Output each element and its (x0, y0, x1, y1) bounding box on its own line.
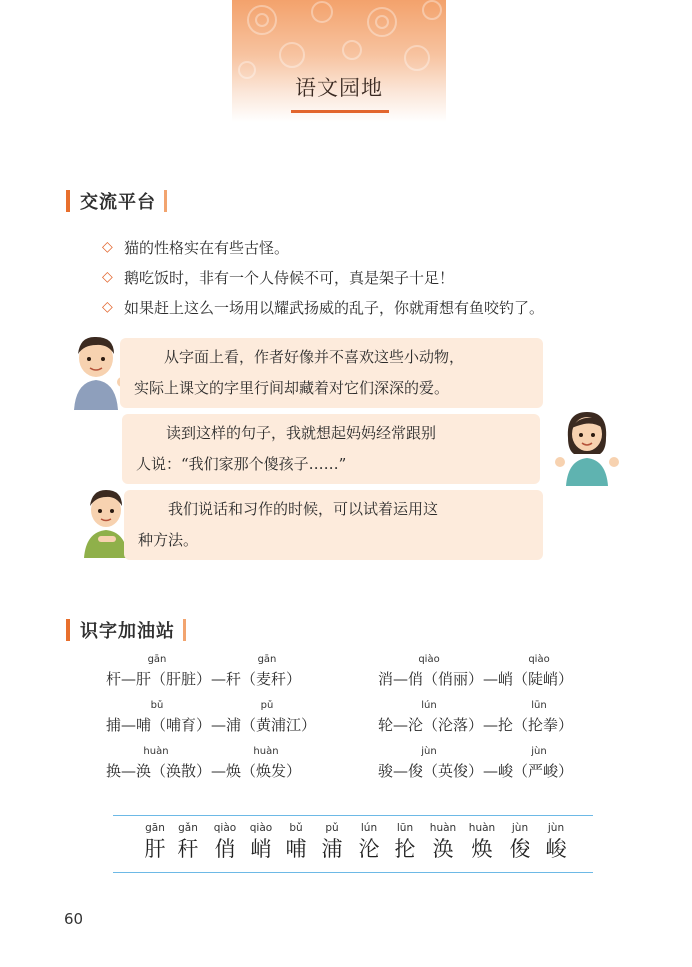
vocab-char: 俊 (509, 837, 531, 861)
vocab-char: 焕 (471, 837, 493, 861)
pinyin-label: qiào (528, 654, 550, 665)
section-heading-exchange (66, 188, 167, 214)
vocab-item (276, 822, 316, 862)
vocab-item (462, 822, 502, 862)
section-title-literacy: 识字加油站 (80, 621, 175, 642)
pinyin-label: huàn (253, 746, 279, 757)
bullet-item (102, 292, 544, 322)
vocab-char: 浦 (321, 837, 343, 861)
vocab-pinyin: qiào (249, 822, 273, 834)
heading-bar-right (183, 619, 186, 641)
literacy-row (106, 746, 626, 792)
vocab-item (385, 822, 425, 862)
pinyin-label: gān (257, 654, 277, 665)
vocab-item (500, 822, 540, 862)
literacy-row (106, 654, 626, 700)
bubble-line: 读到这样的句子，我就想起妈妈经常跟别 (136, 424, 437, 442)
vocab-item (205, 822, 245, 862)
vocab-pinyin: bǔ (289, 822, 303, 834)
vocab-char: 哺 (285, 837, 307, 861)
vocab-char: 抡 (394, 837, 416, 861)
speech-bubble (120, 338, 543, 408)
girl-avatar-icon (554, 404, 620, 486)
page-number: 60 (64, 910, 84, 928)
vocab-pinyin: pǔ (325, 822, 339, 834)
banner-pattern (232, 0, 446, 122)
vocab-pinyin: lún (360, 822, 378, 834)
vocab-item (536, 822, 576, 862)
vocab-pinyin: huàn (429, 822, 457, 834)
vocab-item (241, 822, 281, 862)
vocab-pinyin: gǎn (178, 822, 198, 834)
heading-bar-left (66, 190, 70, 212)
bubble-line: 种方法。 (138, 531, 199, 549)
vocab-pinyin: huàn (468, 822, 496, 834)
pinyin-label: lún (421, 700, 437, 711)
bubble-line: 人说：“我们家那个傻孩子……” (136, 455, 347, 473)
vocab-pinyin: qiào (213, 822, 237, 834)
pinyin-label: bǔ (150, 700, 164, 711)
vocab-pinyin: jùn (547, 822, 565, 834)
speech-bubble (124, 490, 543, 560)
boy-avatar-icon (64, 330, 128, 410)
pinyin-label: lūn (531, 700, 547, 711)
bullet-text: 猫的性格实在有些古怪。 (124, 238, 290, 257)
bubble-line: 实际上课文的字里行间却藏着对它们深深的爱。 (134, 379, 450, 397)
vocab-char: 沦 (358, 837, 380, 861)
bullet-text: 如果赶上这么一场用以耀武扬威的乱子，你就甭想有鱼咬钓了。 (124, 298, 545, 317)
vocab-item (312, 822, 352, 862)
diamond-icon: ◇ (102, 239, 113, 255)
bullet-text: 鹅吃饭时，非有一个人侍候不可，真是架子十足！ (124, 268, 455, 287)
vocab-char: 峻 (545, 837, 567, 861)
vocab-item (423, 822, 463, 862)
pinyin-label: jùn (421, 746, 437, 757)
vocab-pinyin: jùn (511, 822, 529, 834)
pinyin-label: huàn (143, 746, 169, 757)
section-heading-literacy (66, 617, 186, 643)
vocab-box (113, 815, 593, 873)
vocab-item (349, 822, 389, 862)
vocab-item (168, 822, 208, 862)
bullet-item (102, 232, 544, 262)
vocab-pinyin: lūn (396, 822, 414, 834)
section-title-exchange: 交流平台 (80, 192, 156, 213)
bubble-line: 我们说话和习作的时候，可以试着运用这 (138, 500, 439, 518)
pinyin-label: qiào (418, 654, 440, 665)
pinyin-label: gān (147, 654, 167, 665)
vocab-char: 秆 (177, 837, 199, 861)
literacy-right: 轮—沦（沦落）—抡（抡拳） (378, 716, 574, 734)
title-banner (232, 0, 446, 122)
literacy-right: 骏—俊（英俊）—峻（严峻） (378, 762, 574, 780)
bullet-list (102, 232, 544, 322)
vocab-char: 俏 (214, 837, 236, 861)
heading-bar-left (66, 619, 70, 641)
vocab-char: 峭 (250, 837, 272, 861)
diamond-icon: ◇ (102, 269, 113, 285)
bullet-item (102, 262, 544, 292)
title-underline (291, 110, 389, 113)
page-title: 语文园地 (295, 76, 383, 100)
literacy-row (106, 700, 626, 746)
literacy-right: 消—俏（俏丽）—峭（陡峭） (378, 670, 574, 688)
vocab-char: 涣 (432, 837, 454, 861)
literacy-left: 换—涣（涣散）—焕（焕发） (106, 762, 302, 780)
speech-bubble (122, 414, 540, 484)
diamond-icon: ◇ (102, 299, 113, 315)
vocab-char: 肝 (144, 837, 166, 861)
literacy-left: 捕—哺（哺育）—浦（黄浦江） (106, 716, 317, 734)
bubble-line: 从字面上看，作者好像并不喜欢这些小动物， (134, 348, 465, 366)
heading-bar-right (164, 190, 167, 212)
pinyin-label: jùn (531, 746, 547, 757)
vocab-pinyin: gān (145, 822, 165, 834)
pinyin-label: pǔ (260, 700, 274, 711)
literacy-left: 杆—肝（肝脏）—秆（麦秆） (106, 670, 302, 688)
